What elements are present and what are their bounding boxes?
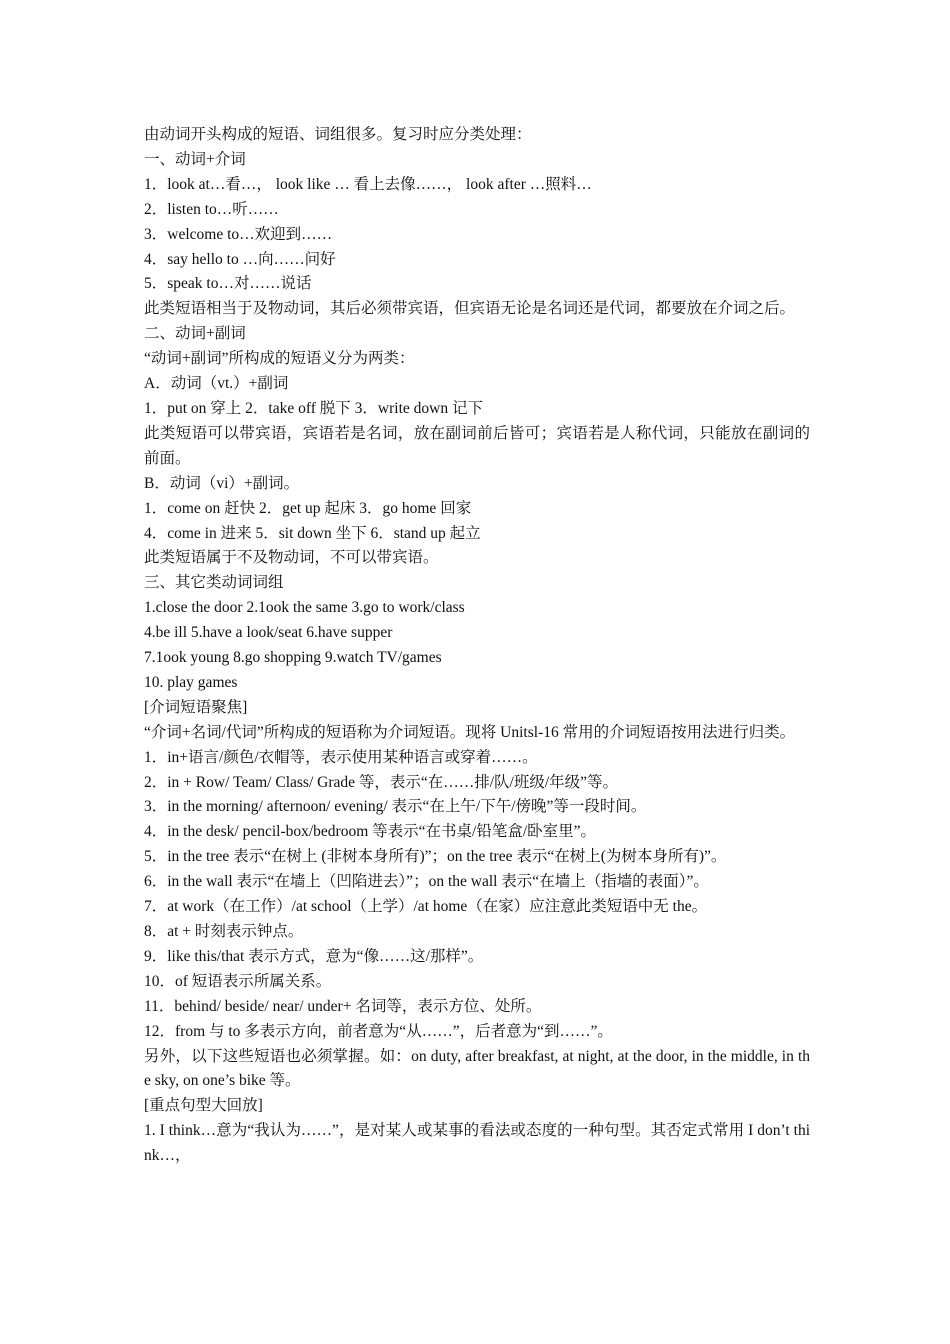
list-item: 3．welcome to…欢迎到…… xyxy=(144,225,333,243)
text-line: “动词+副词”所构成的短语义分为两类： xyxy=(144,350,415,368)
list-item: 3．in the morning/ afternoon/ evening/ 表示“在上午/下午/傍晚”等一段时间。 xyxy=(144,798,647,816)
list-item: 9．like this/that 表示方式，意为“像……这/那样”。 xyxy=(144,947,484,965)
list-item: 2．listen to…听…… xyxy=(144,200,279,218)
text-line: 由动词开头构成的短语、词组很多。复习时应分类处理： xyxy=(144,126,532,143)
list-item: 12．from 与 to 多表示方向，前者意为“从……”，后者意为“到……”。 xyxy=(144,1022,613,1040)
document-page xyxy=(144,123,810,1169)
list-item: 11．behind/ beside/ near/ under+ 名词等，表示方位、处所。 xyxy=(144,997,542,1015)
paragraph: “介词+名词/代词”所构成的短语称为介词短语。现将 Unitsl-16 常用的介词短语按用法进行归类。 xyxy=(144,723,796,741)
list-item: 7.1ook young 8.go shopping 9.watch TV/games xyxy=(144,649,442,667)
text-line: 此类短语属于不及物动词，不可以带宾语。 xyxy=(144,549,439,567)
list-item: 4．come in 进来 5．sit down 坐下 6．stand up 起立 xyxy=(144,524,481,542)
paragraph: 另外，以下这些短语也必须掌握。如：on duty, after breakfast, at night, at the door, in the middle, in the sky, on one’s bike 等。 xyxy=(144,1047,810,1090)
list-item: 6．in the wall 表示“在墙上（凹陷进去）”；on the wall 表示“在墙上（指墙的表面）”。 xyxy=(144,873,709,891)
list-item: 5．in the tree 表示“在树上 (非树本身所有)”；on the tree 表示“在树上(为树本身所有)”。 xyxy=(144,848,727,866)
list-item: 5．speak to…对……说话 xyxy=(144,275,312,293)
section-heading: 一、动词+介词 xyxy=(144,150,246,168)
list-item: 8．at + 时刻表示钟点。 xyxy=(144,923,304,940)
list-item: 2．in + Row/ Team/ Class/ Grade 等，表示“在……排/队/班级/年级”等。 xyxy=(144,773,619,791)
subsection-heading: A．动词（vt.）+副词 xyxy=(144,375,289,393)
list-item: 1．in+语言/颜色/衣帽等，表示使用某种语言或穿着……。 xyxy=(144,748,538,766)
section-heading: 二、动词+副词 xyxy=(144,325,246,343)
list-item: 7．at work（在工作）/at school（上学）/at home（在家）应注意此类短语中无 the。 xyxy=(144,898,708,916)
section-heading: [重点句型大回放] xyxy=(144,1097,263,1115)
list-item: 1．put on 穿上 2．take off 脱下 3．write down 记下 xyxy=(144,399,483,417)
section-heading: [介词短语聚焦] xyxy=(144,698,248,716)
paragraph: 此类短语可以带宾语，宾语若是名词，放在副词前后皆可；宾语若是人称代词，只能放在副词的前面。 xyxy=(144,424,810,467)
list-item: 1.close the door 2.1ook the same 3.go to work/class xyxy=(144,599,465,617)
list-item: 10. play games xyxy=(144,673,238,691)
paragraph: 此类短语相当于及物动词，其后必须带宾语，但宾语无论是名词还是代词，都要放在介词之后。 xyxy=(144,300,796,318)
list-item: 1．come on 赶快 2．get up 起床 3．go home 回家 xyxy=(144,499,472,517)
list-item: 10．of 短语表示所属关系。 xyxy=(144,972,332,990)
list-item: 4．in the desk/ pencil-box/bedroom 等表示“在书桌/铅笔盒/卧室里”。 xyxy=(144,823,597,841)
list-item: 1．look at…看…， look like … 看上去像……， look after …照料… xyxy=(144,175,592,193)
paragraph: 1. I think…意为“我认为……”，是对某人或某事的看法或态度的一种句型。其否定式常用 I don’t think…， xyxy=(144,1122,810,1165)
subsection-heading: B．动词（vi）+副词。 xyxy=(144,474,300,492)
section-heading: 三、其它类动词词组 xyxy=(144,574,284,592)
list-item: 4．say hello to …向……问好 xyxy=(144,250,336,268)
list-item: 4.be ill 5.have a look/seat 6.have supper xyxy=(144,624,393,642)
